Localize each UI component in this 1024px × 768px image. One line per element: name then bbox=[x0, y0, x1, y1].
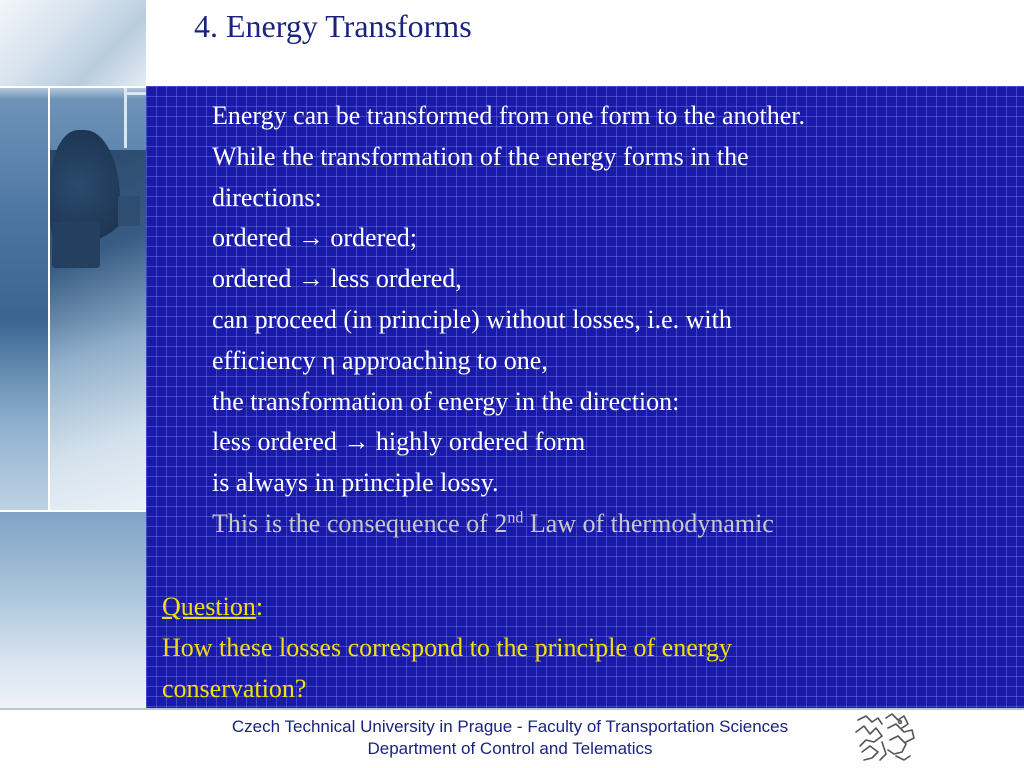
slide-body bbox=[212, 96, 1012, 545]
question-label: Question bbox=[162, 592, 256, 621]
photo-lower-panel bbox=[0, 512, 146, 708]
photo-sky-panel bbox=[0, 0, 146, 88]
ctu-lion-logo-icon bbox=[852, 712, 918, 764]
footer-department: Department of Control and Telematics bbox=[367, 739, 653, 758]
slide-title: 4. Energy Transforms bbox=[194, 8, 472, 44]
consequence-text-end: Law of thermodynamic bbox=[523, 508, 774, 538]
body-line: ordered → less ordered, bbox=[212, 264, 462, 294]
body-line: the transformation of energy in the direction: bbox=[212, 386, 680, 416]
body-line: While the transformation of the energy forms in the bbox=[212, 141, 749, 171]
consequence-text: This is the consequence of 2 bbox=[212, 508, 508, 538]
body-line: is always in principle lossy. bbox=[212, 468, 499, 498]
body-line: Energy can be transformed from one form to the another. bbox=[212, 101, 805, 130]
footer bbox=[150, 716, 870, 760]
question-line: How these losses correspond to the principle of energy bbox=[162, 632, 732, 662]
question-block bbox=[162, 587, 1002, 709]
question-colon: : bbox=[255, 592, 264, 621]
highway-photo bbox=[0, 0, 146, 708]
photo-divider bbox=[0, 510, 146, 512]
body-line: efficiency η approaching to one, bbox=[212, 345, 548, 375]
consequence-line bbox=[212, 504, 1012, 545]
photo-frame bbox=[48, 86, 146, 510]
body-line: can proceed (in principle) without losses, i.e. with bbox=[212, 304, 732, 334]
footer-divider bbox=[0, 708, 1024, 710]
footer-university: Czech Technical University in Prague - Faculty of Transportation Sciences bbox=[231, 717, 789, 736]
body-line: less ordered → highly ordered form bbox=[212, 427, 586, 457]
question-line: conservation? bbox=[162, 673, 307, 703]
body-line: directions: bbox=[212, 182, 322, 212]
question-heading bbox=[162, 587, 1002, 628]
body-line: ordered → ordered; bbox=[212, 223, 418, 253]
ordinal-superscript: nd bbox=[507, 509, 524, 527]
